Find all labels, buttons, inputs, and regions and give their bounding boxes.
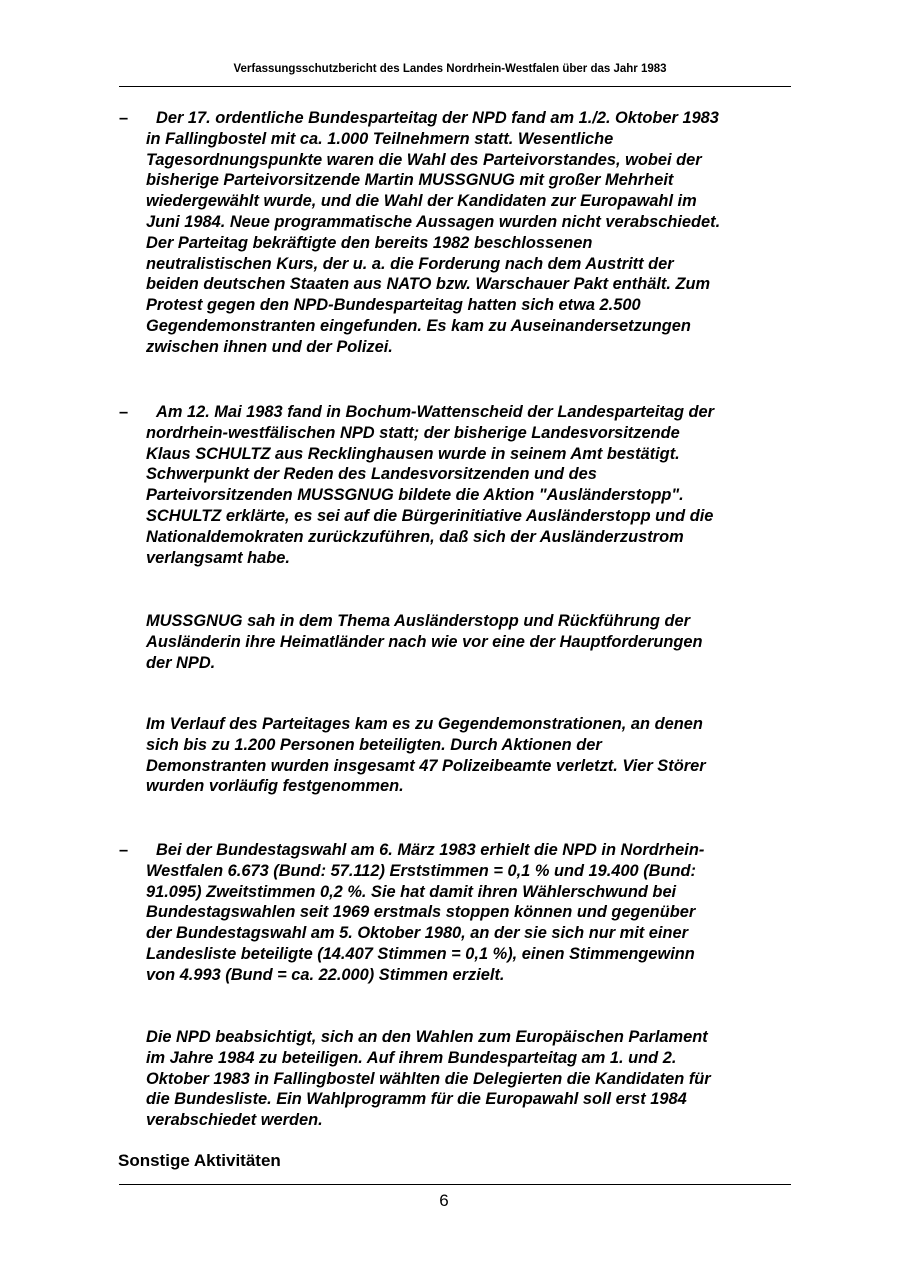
header-divider: [119, 86, 791, 87]
bullet-dash: –: [119, 403, 129, 421]
paragraph-line: zwischen ihnen und der Polizei.: [146, 337, 393, 356]
paragraph-bundestagswahl: [146, 840, 796, 986]
paragraph-line: Klaus SCHULTZ aus Recklinghausen wurde in seinem Amt bestätigt.: [146, 444, 680, 463]
bullet-dash: –: [119, 841, 129, 859]
paragraph-line: wiedergewählt wurde, und die Wahl der Kandidaten zur Europawahl im: [146, 192, 697, 211]
paragraph-line: Die NPD beabsichtigt, sich an den Wahlen zum Europäischen Parlament: [146, 1028, 708, 1046]
paragraph-line: verlangsamt habe.: [146, 548, 290, 567]
paragraph-line: in Fallingbostel mit ca. 1.000 Teilnehmern statt. Wesentliche: [146, 129, 614, 148]
paragraph-landesparteitag: [146, 402, 796, 568]
paragraph-line: im Jahre 1984 zu beteiligen. Auf ihrem Bundesparteitag am 1. und 2.: [146, 1048, 677, 1067]
paragraph-line: Bundestagswahlen seit 1969 erstmals stoppen können und gegenüber: [146, 903, 696, 922]
paragraph-line: wurden vorläufig festgenommen.: [146, 777, 404, 796]
paragraph-line: Parteivorsitzenden MUSSGNUG bildete die Aktion "Ausländerstopp".: [146, 486, 684, 505]
paragraph-line: Juni 1984. Neue programmatische Aussagen wurden nicht verabschiedet.: [146, 212, 721, 231]
paragraph-line: Nationaldemokraten zurückzuführen, daß sich der Ausländerzustrom: [146, 527, 684, 546]
paragraph-line: neutralistischen Kurs, der u. a. die Forderung nach dem Austritt der: [146, 254, 674, 273]
paragraph-line: Ausländerin ihre Heimatländer nach wie vor eine der Hauptforderungen: [146, 632, 703, 651]
paragraph-line: Demonstranten wurden insgesamt 47 Polizeibeamte verletzt. Vier Störer: [146, 756, 706, 775]
paragraph-mussgnug: [146, 611, 796, 673]
paragraph-line: der Bundestagswahl am 5. Oktober 1980, an der sie sich nur mit einer: [146, 924, 688, 943]
bullet-dash: –: [119, 109, 129, 127]
paragraph-line: Der Parteitag bekräftigte den bereits 1982 beschlossenen: [146, 233, 593, 252]
paragraph-line: Westfalen 6.673 (Bund: 57.112) Erststimmen = 0,1 % und 19.400 (Bund:: [146, 861, 697, 880]
paragraph-line: die Bundesliste. Ein Wahlprogramm für die Europawahl soll erst 1984: [146, 1090, 687, 1109]
paragraph-line: Schwerpunkt der Reden des Landesvorsitzenden und des: [146, 465, 597, 484]
paragraph-line: Tagesordnungspunkte waren die Wahl des Parteivorstandes, wobei der: [146, 150, 702, 169]
section-heading: Sonstige Aktivitäten: [118, 1151, 281, 1170]
paragraph-line: sich bis zu 1.200 Personen beteiligten. Durch Aktionen der: [146, 735, 602, 754]
paragraph-line: verabschiedet werden.: [146, 1111, 323, 1130]
paragraph-line: Am 12. Mai 1983 fand in Bochum-Wattenscheid der Landesparteitag der: [156, 403, 715, 421]
paragraph-europawahl: [146, 1027, 796, 1131]
paragraph-line: bisherige Parteivorsitzende Martin MUSSGNUG mit großer Mehrheit: [146, 171, 674, 190]
footer-divider: [119, 1184, 791, 1185]
paragraph-line: Im Verlauf des Parteitages kam es zu Gegendemonstrationen, an denen: [146, 715, 703, 733]
paragraph-line: Protest gegen den NPD-Bundesparteitag hatten sich etwa 2.500: [146, 296, 641, 315]
paragraph-npd-bundesparteitag: [146, 108, 796, 358]
page-number: 6: [439, 1191, 449, 1210]
paragraph-gegendemonstrationen: [146, 714, 796, 797]
paragraph-line: Landesliste beteiligte (14.407 Stimmen = 0,1 %), einen Stimmengewinn: [146, 944, 695, 963]
paragraph-line: der NPD.: [146, 653, 216, 672]
paragraph-line: Oktober 1983 in Fallingbostel wählten die Delegierten die Kandidaten für: [146, 1069, 711, 1088]
paragraph-line: beiden deutschen Staaten aus NATO bzw. Warschauer Pakt enthält. Zum: [146, 275, 711, 294]
paragraph-line: Der 17. ordentliche Bundesparteitag der NPD fand am 1./2. Oktober 1983: [156, 109, 719, 127]
paragraph-line: Bei der Bundestagswahl am 6. März 1983 erhielt die NPD in Nordrhein-: [156, 841, 705, 859]
paragraph-line: nordrhein-westfälischen NPD statt; der bisherige Landesvorsitzende: [146, 423, 680, 442]
paragraph-line: Gegendemonstranten eingefunden. Es kam zu Auseinandersetzungen: [146, 316, 691, 335]
paragraph-line: 91.095) Zweitstimmen 0,2 %. Sie hat damit ihren Wählerschwund bei: [146, 882, 677, 901]
paragraph-line: von 4.993 (Bund = ca. 22.000) Stimmen erzielt.: [146, 965, 505, 984]
paragraph-line: MUSSGNUG sah in dem Thema Ausländerstopp und Rückführung der: [146, 612, 690, 630]
paragraph-line: SCHULTZ erklärte, es sei auf die Bürgerinitiative Ausländerstopp und die: [146, 506, 714, 525]
page-header-title: Verfassungsschutzbericht des Landes Nordrhein-Westfalen über das Jahr 1983: [233, 63, 667, 75]
